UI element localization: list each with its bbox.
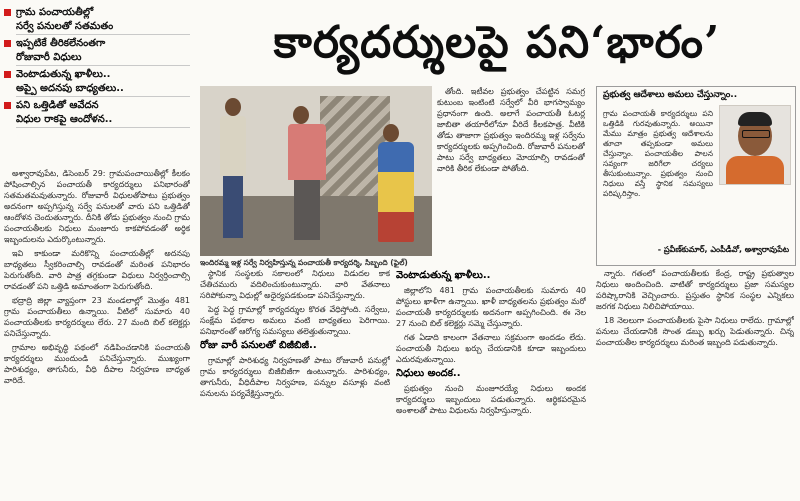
right-column (596, 268, 794, 498)
red-square-bullet-icon (4, 102, 11, 109)
photo-side-column (437, 86, 585, 258)
summary-item-6 (4, 82, 190, 95)
left-para-3: భద్రాద్రి జిల్లా వ్యాప్తంగా 23 మండలాల్లో మొత్తం 481 గ్రామ పంచాయతీలు ఉన్నాయి. వీటిలో సుమారు 40 పంచాయతీలకు కార్యదర్శులు లేరు. 27 మంది బిల్‌ కలెక్టర్లు పనిచేస్తున్నారు. (4, 296, 190, 338)
middle-column-1 (200, 268, 390, 498)
right-para-1: న్నారు. గతంలో పంచాయతీలకు కేంద్ర, రాష్ట్ర ప్రభుత్వాల నిధులు అందించింది. వాటితో కార్యదర్శులు ప్రజా సమస్యల పరిష్కారానికి వెచ్చించారు. ప్రస్తుతం స్థానిక సంస్థల ఎన్నికలు జరగక నిధులు నిలిచిపోయాయి. (596, 269, 794, 311)
mid2-para-2: గత ఏడాది కాలంగా వేతనాలు సక్రమంగా అందడం లేదు. పంచాయతీ నిధులు ఖర్చు చేయడానికి కూడా ఇబ్బందులు ఎదురవుతున్నాయి. (396, 333, 586, 364)
summary-item-3 (4, 37, 190, 50)
mid1-para-2: పెద్ద పెద్ద గ్రామాల్లో కార్యదర్శుల కొరత వేధిస్తోంది. సర్వేలు, సంక్షేమ పథకాల అమలు వంటి బాధ్యతలు పెరిగాయి. పనిభారంతో ఆరోగ్య సమస్యలు తలెత్తుతున్నాయి. (200, 305, 390, 336)
photo-person-3 (376, 124, 416, 244)
left-para-2: ఇవి కాకుండా మరికొన్ని పంచాయతీల్లో అదనపు బాధ్యతలు స్వీకరించాల్సి రావడంతో మరింత పనిభారం పెరుగుతోంది. వారి పాత్ర తగ్గకుండా విధులు నిర్వర్తించాల్సి రావడంతో పని ఒత్తిడి అమాంతంగా పెరుగుతోంది. (4, 249, 190, 291)
right-para-2: 18 నెలలుగా పంచాయతీలకు పైసా నిధులు రాలేదు. గ్రామాల్లో పనులు చేయడానికి సొంత డబ్బు ఖర్చు పెడుతున్నారు. చిన్న పంచాయతీల కార్యదర్శులు మరింత ఇబ్బంది పడుతున్నారు. (596, 316, 794, 347)
summary-item-text: పని ఒత్తిడితో ఆవేదన (16, 100, 99, 111)
mid1-para-1: స్థానిక సంస్థలకు సకాలంలో నిధులు విడుదల కాక చేతిచమురు వదిలించుకుంటున్నారు. వారి వేతనాలు సరిపోకున్నా విధుల్లో అధైర్యపడకుండా పనిచేస్తున్నారు. (200, 269, 390, 300)
summary-item-text: రోజువారీ విధులు (16, 52, 82, 63)
summary-item-4 (4, 51, 190, 64)
box-text: గ్రామ పంచాయతీ కార్యదర్శులు పని ఒత్తిడికి గురవుతున్నారు. అయినా మేము మాత్రం ప్రభుత్వ ఆదేశాలను తూచా తప్పకుండా అమలు చేస్తున్నాం. పంచాయతీల పాలన సవ్యంగా జరిగేలా చర్యలు తీసుకుంటున్నాం. ప్రభుత్వం నుంచి నిధులు వస్తే స్థానిక సమస్యలు పరిష్కరిస్తాం. (603, 109, 713, 198)
left-para-4: గ్రామాల అభివృద్ధి పథంలో నడిపించడానికి పంచాయతీ కార్యదర్శులు ముందుండి పనిచేస్తున్నారు. ముఖ్యంగా పారిశుధ్యం, తాగునీరు, వీధి దీపాల నిర్వహణ బాధ్యత వారిదే. (4, 343, 190, 385)
summary-divider (16, 34, 190, 35)
mid2-para-3: ప్రభుత్వం నుంచి మంజూరయ్యే నిధులు అందక కార్యదర్శులు ఇబ్బందులు పడుతున్నారు. ఆర్థికపరమైన అంశాలతో పాటు విధులను నిర్వహిస్తున్నారు. (396, 384, 586, 415)
summary-divider (16, 127, 190, 128)
summary-item-text: విధుల రాకపై ఆందోళన.. (16, 114, 113, 125)
red-square-bullet-icon (4, 40, 11, 47)
photo-person-1 (218, 98, 248, 238)
summary-item-text: అప్పై అదనపు బాధ్యతలు.. (16, 83, 124, 94)
photo-person-2 (286, 106, 328, 241)
summary-item-8 (4, 113, 190, 126)
subhead-vacancies: వెంటాడుతున్న ఖాళీలు.. (396, 270, 491, 281)
summary-item-text: ఇప్పటికే తీరికలేనంతగా (16, 38, 106, 49)
summary-item-5 (4, 68, 190, 81)
summary-item-text: వెంటాడుతున్న ఖాళీలు.. (16, 69, 111, 80)
subhead-daily-work: రోజు వారీ పనులతో బిజీబిజీ.. (200, 340, 317, 351)
officer-portrait (719, 105, 791, 185)
photo-side-para: తోంది. ఇటీవల ప్రభుత్వం చేపట్టిన సమగ్ర కుటుంబ ఇంటింటి సర్వేలో వీరి భాగస్వామ్యం ప్రధానంగా ఉంది. అలాగే పంచాయతీ ఓటర్ల జాబితా తయారీలోనూ వీరిదే కీలకపాత్ర. వీటికి తోడు తాజాగా ప్రభుత్వం ఇందిరమ్మ ఇళ్ల సర్వేను కార్యదర్శులకు అప్పగించింది. రోజువారీ పనులతో పాటు సర్వే బాధ్యతలు మోయాల్సి రావడంతో వారికి తీరిక లేకుండా పోతోంది. (437, 87, 585, 173)
red-square-bullet-icon (4, 9, 11, 16)
middle-column-2 (396, 268, 586, 498)
headline: కార్యదర్శులపై పని‘భారం’ (273, 17, 721, 68)
summary-item-7 (4, 99, 190, 112)
summary-divider (16, 96, 190, 97)
summary-item-text: గ్రామ పంచాయతీల్లో (16, 7, 94, 18)
summary-item-2 (4, 20, 190, 33)
photo-caption: ఇందిరమ్మ ఇళ్ల సర్వే నిర్వహిస్తున్న పంచాయతీ కార్యదర్శి, సిబ్బంది (ఫైల్‌) (200, 258, 408, 267)
mid2-para-1: జిల్లాలోని 481 గ్రామ పంచాయతీలకు సుమారు 40 పోస్టులు ఖాళీగా ఉన్నాయి. ఖాళీ బాధ్యతలను ప్రభుత్వం మరో పంచాయతీ కార్యదర్శులకు అదనంగా అప్పగించింది. ఈ నెల 27 నుంచి బిల్‌ కలెక్టర్లు సమ్మె చేస్తున్నారు. (396, 286, 586, 328)
survey-photo (200, 86, 432, 256)
officer-quote-box (596, 86, 796, 266)
subhead-funds: నిధులు అందక.. (396, 368, 461, 379)
summary-item-text: సర్వే పనులతో సతమతం (16, 21, 114, 32)
summary-box (4, 6, 190, 130)
red-square-bullet-icon (4, 71, 11, 78)
left-para-1: అశ్వారావుపేట, డిసెంబర్ 29: గ్రామపంచాయితీల్లో కీలకం పోషించాల్సిన పంచాయతీ కార్యదర్శులు పనిభారంతో సతమతమవుతున్నారు. రోజువారీ విధులతోపాటు ప్రభుత్వం అదనంగా అప్పగిస్తున్న సర్వే పనులతో వారు పని ఒత్తిడితో ఆందోళన చెందుతున్నారు. దీనికి తోడు ప్రభుత్వం నుంచి గ్రామ పంచాయతీలకు నిధులు మంజూరు కాకపోవడంతో అర్థిక ఇబ్బందులను ఎదుర్కొంటున్నారు. (4, 169, 190, 244)
left-column (4, 168, 190, 498)
box-signature: - ప్రవీణ్‌కుమార్‌, ఎంపీడీవో, అశ్వారావుపేట (657, 245, 789, 254)
mid1-para-3: గ్రామాల్లో పారిశుధ్య నిర్వహణతో పాటు రోజువారీ పనుల్లో గ్రామ కార్యదర్శులు బిజీబిజీగా ఉంటున్నారు. పారిశుధ్యం, తాగునీరు, వీధిదీపాల నిర్వహణ, పన్నుల వసూళ్లు వంటి పనులను పర్యవేక్షిస్తున్నారు. (200, 356, 390, 398)
summary-divider (16, 65, 190, 66)
summary-item-1 (4, 6, 190, 19)
box-title: ప్రభుత్వ ఆదేశాలు అమలు చేస్తున్నాం.. (603, 90, 738, 100)
